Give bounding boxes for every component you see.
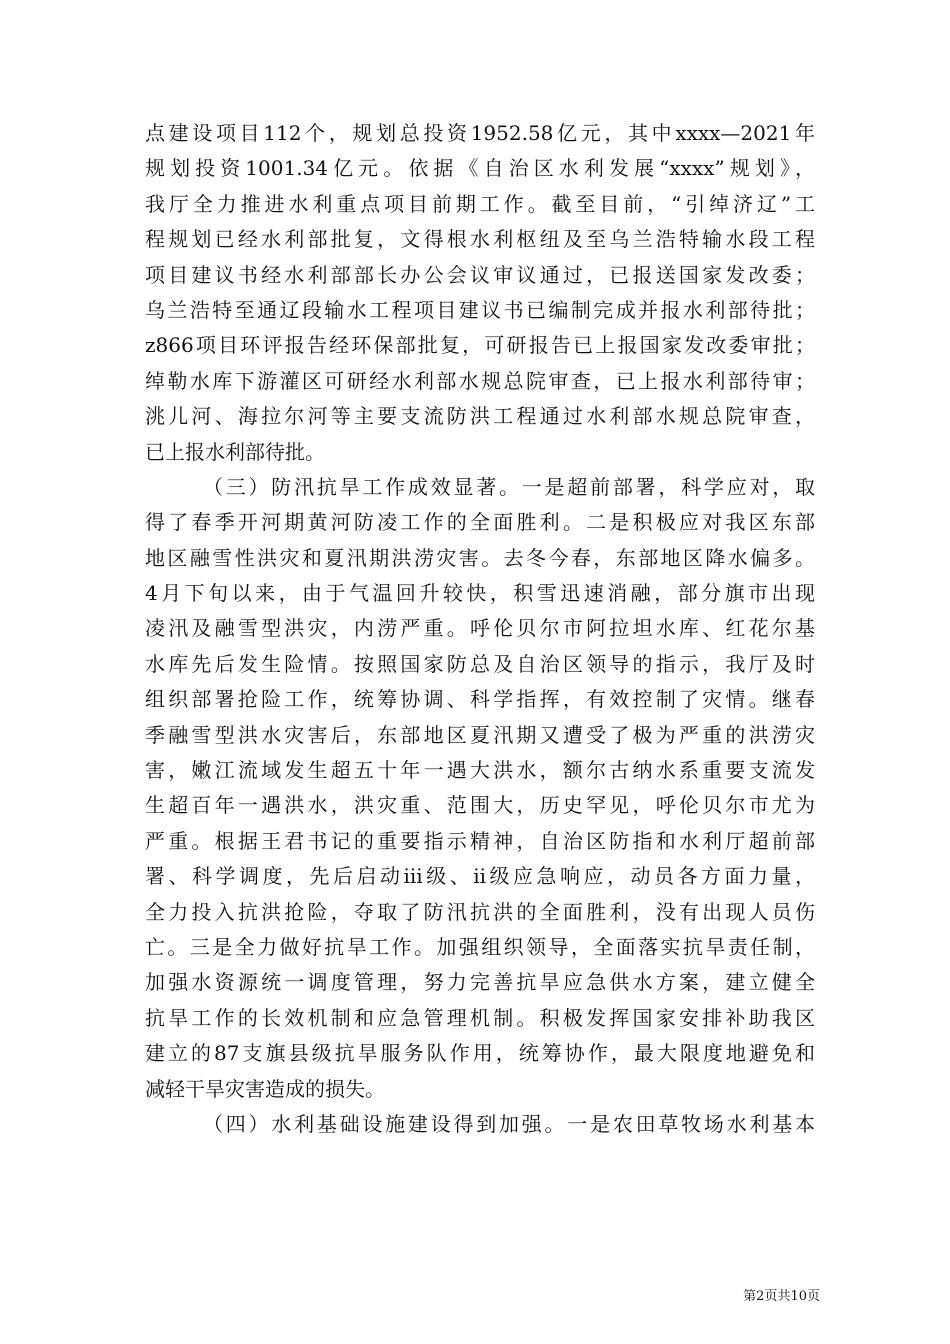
text-line: 季融雪型洪水灾害后，东部地区夏汛期又遭受了极为严重的洪涝灾 <box>145 722 815 747</box>
text-line: 得了春季开河期黄河防凌工作的全面胜利。二是积极应对我区东部 <box>145 510 815 535</box>
text-line: 凌汛及融雪型洪灾，内涝严重。呼伦贝尔市阿拉坦水库、红花尔基 <box>145 616 815 641</box>
text-line: 组织部署抢险工作，统筹协调、科学指挥，有效控制了灾情。继春 <box>145 687 815 712</box>
text-line: （四）水利基础设施建设得到加强。一是农田草牧场水利基本 <box>203 1111 815 1136</box>
text-line: 减轻干旱灾害造成的损失。 <box>145 1076 385 1101</box>
text-line: 已上报水利部待批。 <box>145 439 325 464</box>
text-line: 乌兰浩特至通辽段输水工程项目建议书已编制完成并报水利部待批； <box>145 297 815 322</box>
text-line: 全力投入抗洪抢险，夺取了防汛抗洪的全面胜利，没有出现人员伤 <box>145 899 815 924</box>
body-text <box>145 116 815 1142</box>
text-line: 抗旱工作的长效机制和应急管理机制。积极发挥国家安排补助我区 <box>145 1005 815 1030</box>
text-line: 4月下旬以来，由于气温回升较快，积雪迅速消融，部分旗市出现 <box>145 581 815 606</box>
text-line: 洮儿河、海拉尔河等主要支流防洪工程通过水利部水规总院审查， <box>145 404 815 429</box>
text-line: 地区融雪性洪灾和夏汛期洪涝灾害。去冬今春，东部地区降水偏多。 <box>145 545 815 570</box>
text-line: z866项目环评报告经环保部批复，可研报告已上报国家发改委审批； <box>145 333 815 358</box>
text-line: 绰勒水库下游灌区可研经水利部水规总院审查，已上报水利部待审； <box>145 368 815 393</box>
page-number: 第2页共10页 <box>743 1289 820 1304</box>
text-line: 亡。三是全力做好抗旱工作。加强组织领导，全面落实抗旱责任制， <box>145 934 815 959</box>
text-line: 严重。根据王君书记的重要指示精神，自治区防指和水利厅超前部 <box>145 828 815 853</box>
text-line: 规划投资1001.34亿元。依据《自治区水利发展“xxxx”规划》， <box>145 156 815 181</box>
text-line: 生超百年一遇洪水，洪灾重、范围大，历史罕见，呼伦贝尔市尤为 <box>145 793 815 818</box>
text-line: 项目建议书经水利部部长办公会议审议通过，已报送国家发改委； <box>145 262 815 287</box>
text-line: 我厅全力推进水利重点项目前期工作。截至目前，“引绰济辽”工 <box>145 191 815 216</box>
text-line: （三）防汛抗旱工作成效显著。一是超前部署，科学应对，取 <box>203 474 815 499</box>
text-line: 加强水资源统一调度管理，努力完善抗旱应急供水方案，建立健全 <box>145 970 815 995</box>
text-line: 程规划已经水利部批复，文得根水利枢纽及至乌兰浩特输水段工程 <box>145 227 815 252</box>
text-line: 点建设项目112个，规划总投资1952.58亿元，其中xxxx—2021年 <box>145 121 815 145</box>
text-line: 署、科学调度，先后启动iii级、ii级应急响应，动员各方面力量， <box>145 864 815 889</box>
text-line: 水库先后发生险情。按照国家防总及自治区领导的指示，我厅及时 <box>145 651 815 676</box>
text-line: 害，嫩江流域发生超五十年一遇大洪水，额尔古纳水系重要支流发 <box>145 758 815 783</box>
text-line: 建立的87支旗县级抗旱服务队作用，统筹协作，最大限度地避免和 <box>145 1041 815 1066</box>
